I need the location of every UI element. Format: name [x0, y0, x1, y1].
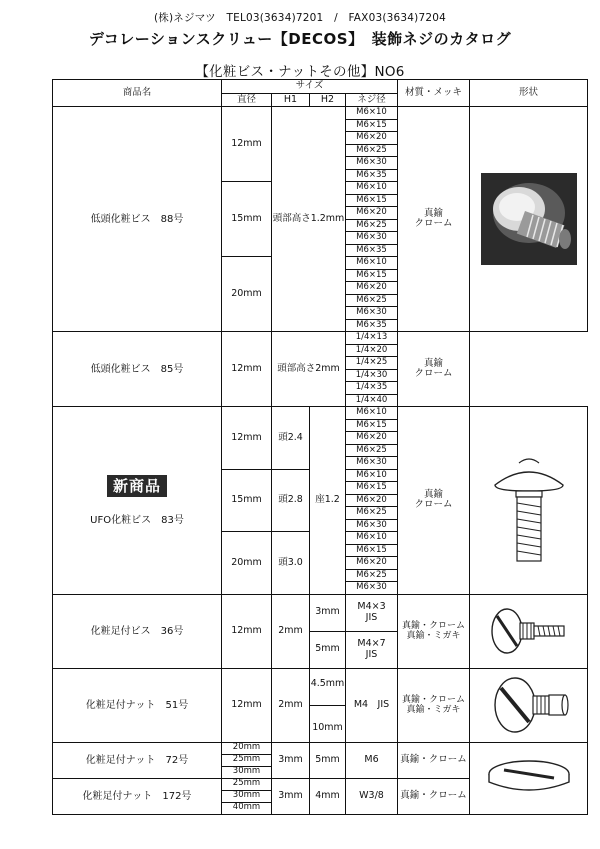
h1-83-a: 頭2.4	[272, 407, 310, 470]
product-name-172: 化粧足付ナット 172号	[53, 778, 222, 814]
thread-cell: M6×20	[346, 494, 398, 507]
diameter-83-b: 15mm	[222, 469, 272, 532]
product-name-83-cell	[53, 407, 222, 595]
product-table	[52, 79, 588, 815]
thread-cell: M6×25	[346, 144, 398, 157]
diameter-51: 12mm	[222, 668, 272, 742]
shape-51	[470, 668, 588, 742]
thread-cell: M6×15	[346, 419, 398, 432]
diameter-36: 12mm	[222, 594, 272, 668]
thread-cell: M6×10	[346, 407, 398, 420]
material-172: 真鍮・クローム	[398, 778, 470, 814]
col-header-material: 材質・メッキ	[398, 80, 470, 107]
head-height-85: 頭部高さ2mm	[272, 332, 346, 407]
thread-cell: 1/4×35	[346, 382, 398, 395]
shape-88	[470, 107, 588, 332]
col-header-thread: ネジ径	[346, 94, 398, 107]
ufo-screw-drawing	[489, 435, 569, 565]
shape-72	[470, 742, 588, 814]
thread-cell: M6×10	[346, 182, 398, 195]
material-85: 真鍮 クローム	[398, 332, 470, 407]
new-product-badge: 新商品	[107, 475, 167, 498]
diameter-88-a: 12mm	[222, 107, 272, 182]
low-head-screw-photo	[481, 173, 577, 265]
thread-cell: 1/4×30	[346, 369, 398, 382]
diameter-83-a: 12mm	[222, 407, 272, 470]
thread-cell: M6×20	[346, 557, 398, 570]
thread-cell: M6×20	[346, 132, 398, 145]
thread-cell: M6×25	[346, 507, 398, 520]
thread-cell: M6×25	[346, 444, 398, 457]
thread-cell: 1/4×20	[346, 344, 398, 357]
thread-36-a: M4×3 JIS	[346, 594, 398, 631]
thread-cell: M6×25	[346, 219, 398, 232]
col-header-shape: 形状	[470, 80, 588, 107]
diameter-cell: 25mm	[222, 754, 272, 766]
thread-cell: M6×15	[346, 544, 398, 557]
material-51: 真鍮・クローム 真鍮・ミガキ	[398, 668, 470, 742]
thread-cell: M6×35	[346, 169, 398, 182]
diameter-83-c: 20mm	[222, 532, 272, 595]
h2-72: 5mm	[310, 742, 346, 778]
thread-cell: 1/4×40	[346, 394, 398, 407]
diameter-88-b: 15mm	[222, 182, 272, 257]
thread-cell: M6×15	[346, 482, 398, 495]
product-name-88: 低頭化粧ビス 88号	[53, 107, 222, 332]
material-83: 真鍮 クローム	[398, 407, 470, 595]
thread-cell: M6×30	[346, 232, 398, 245]
footed-screw-drawing	[487, 604, 571, 658]
thread-cell: M6×10	[346, 257, 398, 270]
thread-172: W3/8	[346, 778, 398, 814]
col-header-size: サイズ	[222, 80, 398, 94]
thread-cell: M6×35	[346, 244, 398, 257]
head-height-88: 頭部高さ1.2mm	[272, 107, 346, 332]
shape-36	[470, 594, 588, 668]
product-name-36: 化粧足付ビス 36号	[53, 594, 222, 668]
company-contact: (株)ネジマツ TEL03(3634)7201 / FAX03(3634)7204	[154, 12, 446, 24]
material-72: 真鍮・クローム	[398, 742, 470, 778]
thread-cell: M6×15	[346, 194, 398, 207]
col-header-name: 商品名	[53, 80, 222, 107]
thread-cell: M6×15	[346, 119, 398, 132]
h2-36-b: 5mm	[310, 631, 346, 668]
thread-cell: M6×30	[346, 519, 398, 532]
footed-nut-drawing	[487, 674, 571, 736]
thread-cell: M6×10	[346, 469, 398, 482]
h2-172: 4mm	[310, 778, 346, 814]
thread-cell: M6×30	[346, 157, 398, 170]
product-name-51: 化粧足付ナット 51号	[53, 668, 222, 742]
diameter-cell: 40mm	[222, 802, 272, 814]
thread-cell: M6×20	[346, 282, 398, 295]
round-nut-drawing	[484, 754, 574, 802]
diameter-88-c: 20mm	[222, 257, 272, 332]
col-header-diameter: 直径	[222, 94, 272, 107]
h1-172: 3mm	[272, 778, 310, 814]
thread-cell: M6×10	[346, 107, 398, 120]
h2-51-a: 4.5mm	[310, 668, 346, 705]
shape-83	[470, 407, 588, 595]
thread-cell: M6×15	[346, 269, 398, 282]
diameter-cell: 20mm	[222, 742, 272, 754]
thread-cell: M6×10	[346, 532, 398, 545]
thread-51: M4 JIS	[346, 668, 398, 742]
thread-cell: M6×20	[346, 207, 398, 220]
thread-cell: M6×25	[346, 294, 398, 307]
h2-83: 座1.2	[310, 407, 346, 595]
h1-83-b: 頭2.8	[272, 469, 310, 532]
thread-cell: 1/4×13	[346, 332, 398, 345]
catalog-title: デコレーションスクリュー【DECOS】 装飾ネジのカタログ	[88, 30, 512, 48]
diameter-cell: 25mm	[222, 778, 272, 790]
product-name-72: 化粧足付ナット 72号	[53, 742, 222, 778]
material-88: 真鍮 クローム	[398, 107, 470, 332]
thread-cell: 1/4×25	[346, 357, 398, 370]
h2-36-a: 3mm	[310, 594, 346, 631]
material-36: 真鍮・クローム 真鍮・ミガキ	[398, 594, 470, 668]
diameter-85: 12mm	[222, 332, 272, 407]
product-name-85: 低頭化粧ビス 85号	[53, 332, 222, 407]
thread-cell: M6×20	[346, 432, 398, 445]
thread-cell: M6×30	[346, 582, 398, 595]
product-name-83: UFO化粧ビス 83号	[90, 515, 184, 526]
thread-cell: M6×35	[346, 319, 398, 332]
thread-36-b: M4×7 JIS	[346, 631, 398, 668]
h1-72: 3mm	[272, 742, 310, 778]
thread-cell: M6×30	[346, 307, 398, 320]
thread-cell: M6×25	[346, 569, 398, 582]
col-header-h2: H2	[310, 94, 346, 107]
h1-83-c: 頭3.0	[272, 532, 310, 595]
diameter-cell: 30mm	[222, 790, 272, 802]
h1-51: 2mm	[272, 668, 310, 742]
h1-36: 2mm	[272, 594, 310, 668]
thread-cell: M6×30	[346, 457, 398, 470]
section-title: 【化粧ビス・ナットその他】NO6	[195, 64, 405, 80]
thread-72: M6	[346, 742, 398, 778]
diameter-cell: 30mm	[222, 766, 272, 778]
h2-51-b: 10mm	[310, 705, 346, 742]
col-header-h1: H1	[272, 94, 310, 107]
